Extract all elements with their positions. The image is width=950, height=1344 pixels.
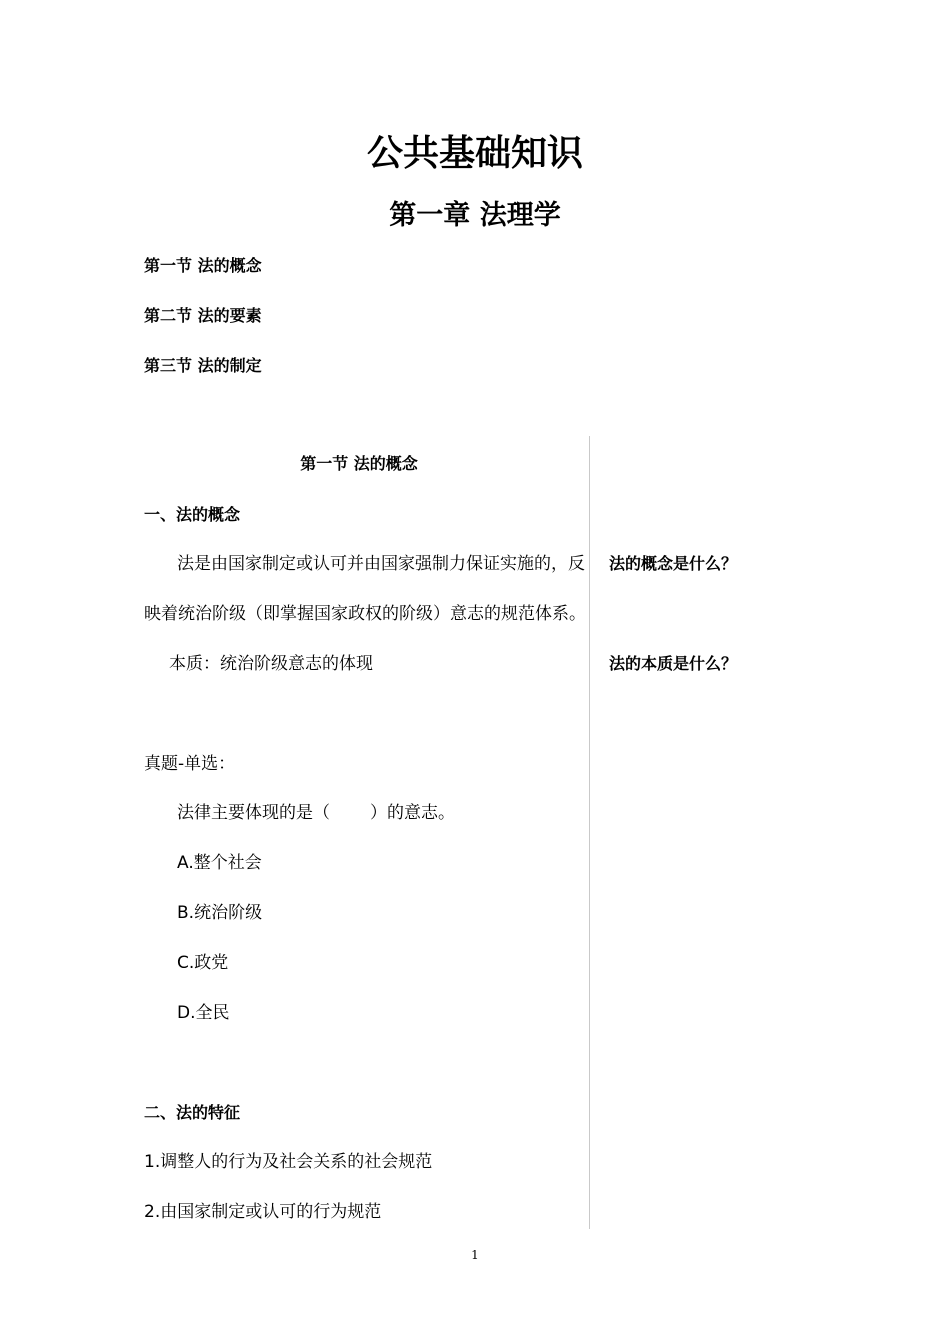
feature-item-1: 1.调整人的行为及社会关系的社会规范 — [144, 1152, 433, 1172]
section-title: 第一节 法的概念 — [300, 454, 418, 473]
exam-question — [177, 800, 455, 826]
sidebar-question-1: 法的概念是什么？ — [609, 554, 738, 573]
exam-option-b: B.统治阶级 — [177, 903, 263, 923]
exam-question-before: 法律主要体现的是（ — [177, 803, 330, 823]
exam-option-c: C.政党 — [177, 953, 229, 973]
definition-line-1: 法是由国家制定或认可并由国家强制力保证实施的，反 — [177, 554, 585, 574]
sidebar-question-2: 法的本质是什么？ — [609, 654, 738, 673]
part1-heading: 一、法的概念 — [144, 505, 241, 524]
toc-item-2: 第二节 法的要素 — [144, 306, 262, 325]
page-number: 1 — [471, 1248, 479, 1262]
exam-label: 真题-单选： — [144, 754, 236, 774]
document-title: 公共基础知识 — [366, 133, 583, 174]
exam-option-d: D.全民 — [177, 1003, 230, 1023]
exam-option-a: A.整个社会 — [177, 853, 262, 873]
definition-line-2: 映着统治阶级（即掌握国家政权的阶级）意志的规范体系。 — [144, 604, 586, 624]
toc-item-1: 第一节 法的概念 — [144, 256, 262, 275]
exam-question-after: ）的意志。 — [370, 803, 455, 823]
part2-heading: 二、法的特征 — [144, 1103, 241, 1122]
chapter-title: 第一章 法理学 — [389, 200, 561, 231]
feature-item-2: 2.由国家制定或认可的行为规范 — [144, 1202, 382, 1222]
column-divider — [589, 436, 590, 1229]
toc-item-3: 第三节 法的制定 — [144, 356, 262, 375]
essence-text: 本质：统治阶级意志的体现 — [169, 654, 373, 674]
